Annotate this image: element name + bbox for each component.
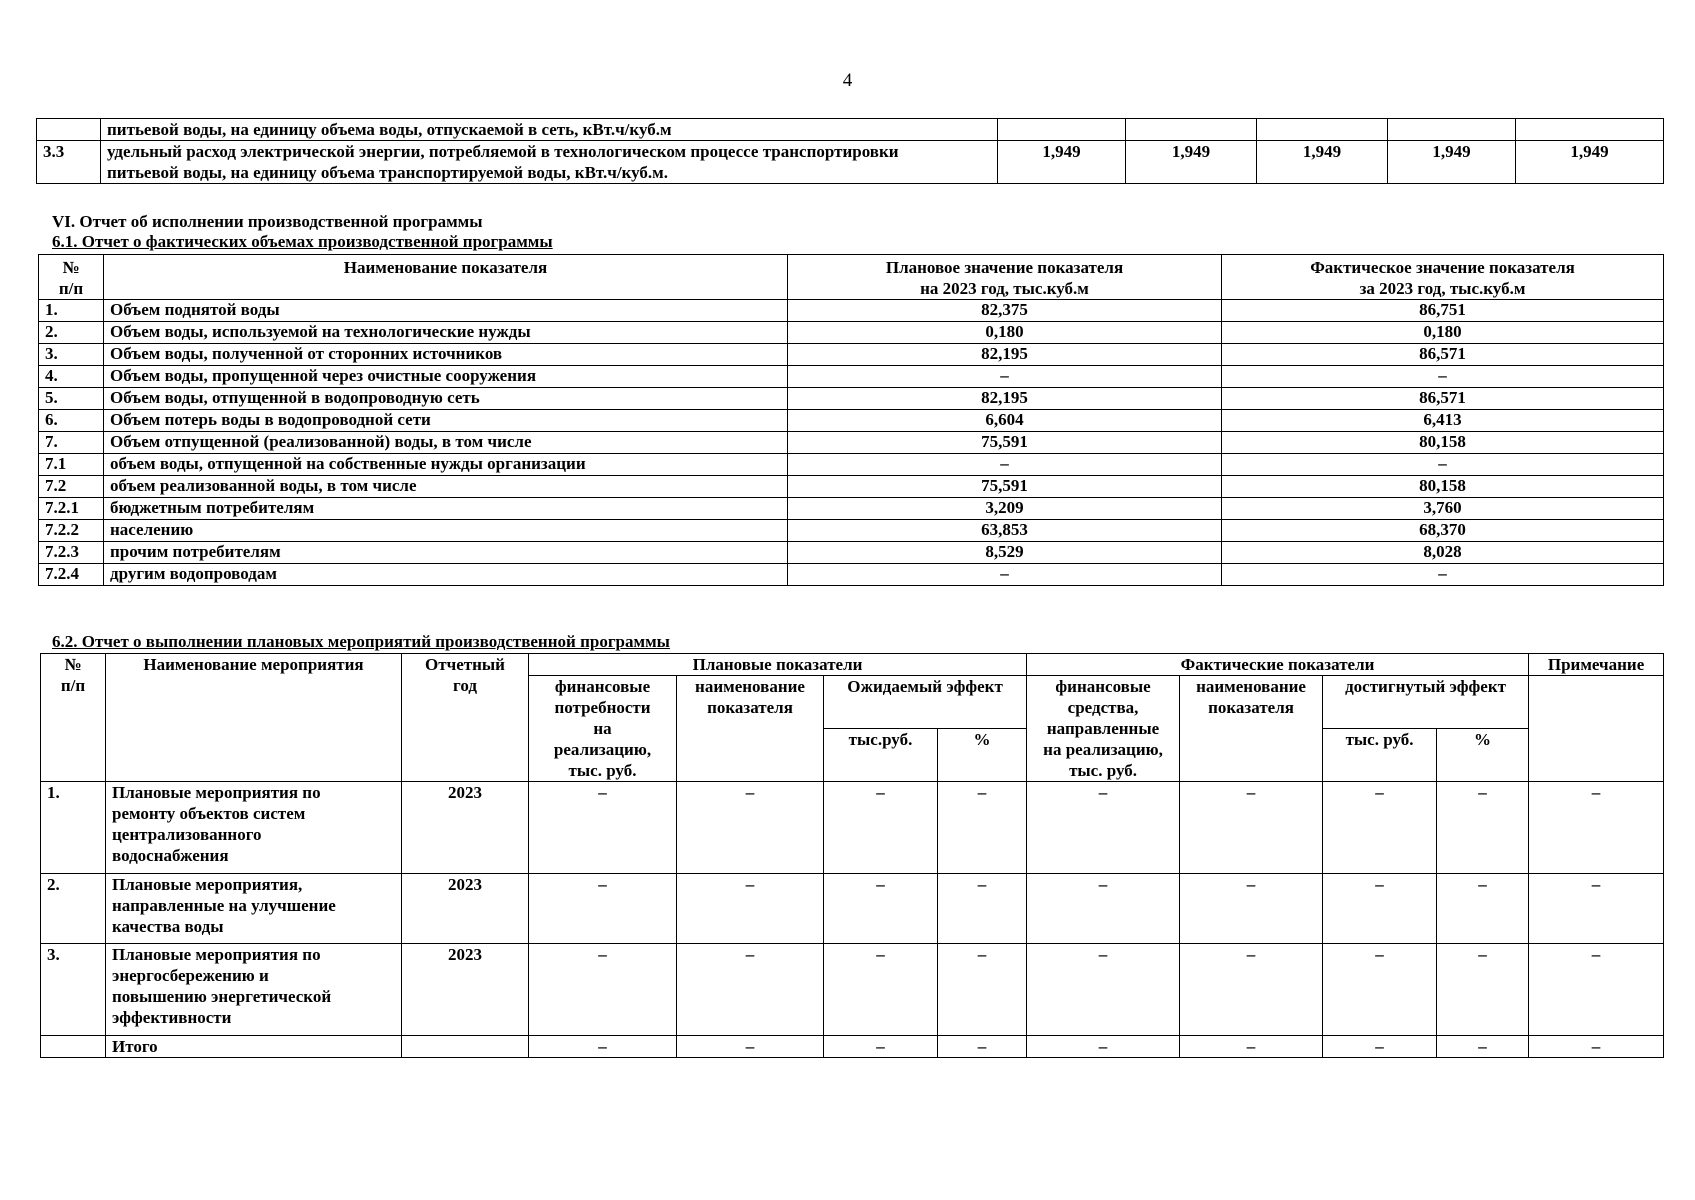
table-row — [41, 874, 1664, 944]
column-header-plan-name: наименование показателя — [677, 676, 824, 782]
value-cell: – — [1437, 944, 1529, 1036]
column-header-fact-rub: тыс. руб. — [1323, 729, 1437, 782]
fact-value: 8,028 — [1222, 542, 1664, 564]
indicator-name: Объем воды, отпущенной в водопроводную сеть — [104, 388, 788, 410]
column-header-num: № п/п — [41, 654, 106, 782]
fact-value: 6,413 — [1222, 410, 1664, 432]
column-header-name: Наименование показателя — [104, 255, 788, 300]
table-row — [41, 944, 1664, 1036]
column-header-fact-effect: достигнутый эффект — [1323, 676, 1529, 729]
table-row — [39, 300, 1664, 322]
value-cell: – — [1027, 874, 1180, 944]
table-row — [41, 782, 1664, 874]
value-cell: – — [1529, 874, 1664, 944]
row-number — [41, 1036, 106, 1058]
plan-value: 6,604 — [788, 410, 1222, 432]
value-cell: 1,949 — [1388, 141, 1516, 184]
fact-value: 3,760 — [1222, 498, 1664, 520]
value-cell: – — [1323, 782, 1437, 874]
events-table — [40, 653, 1664, 1058]
value-cell: – — [1027, 782, 1180, 874]
value-cell: – — [1437, 1036, 1529, 1058]
plan-value: 3,209 — [788, 498, 1222, 520]
report-year — [402, 1036, 529, 1058]
value-cell: – — [1529, 782, 1664, 874]
column-header-event: Наименование мероприятия — [106, 654, 402, 782]
fact-value: 0,180 — [1222, 322, 1664, 344]
plan-value: 75,591 — [788, 476, 1222, 498]
plan-value: 63,853 — [788, 520, 1222, 542]
plan-value: 82,375 — [788, 300, 1222, 322]
indicator-name: объем воды, отпущенной на собственные нужды организации — [104, 454, 788, 476]
indicator-name: удельный расход электрической энергии, потребляемой в технологическом процессе транспортировки питьевой воды, на единицу объема транспортируемой воды, кВт.ч/куб.м. — [101, 141, 998, 184]
value-cell: – — [824, 874, 938, 944]
subsection-title-61: 6.1. Отчет о фактических объемах производственной программы — [52, 232, 553, 251]
row-number: 7.2 — [39, 476, 104, 498]
fact-value: 86,571 — [1222, 344, 1664, 366]
column-header-plan-fin: финансовые потребности на реализацию, тыс. руб. — [529, 676, 677, 782]
value-cell: – — [1323, 1036, 1437, 1058]
plan-value: – — [788, 454, 1222, 476]
column-header-plan: Плановое значение показателя на 2023 год, тыс.куб.м — [788, 255, 1222, 300]
value-cell: 1,949 — [1257, 141, 1388, 184]
value-cell: – — [1323, 944, 1437, 1036]
column-header-fact-fin: финансовые средства, направленные на реализацию, тыс. руб. — [1027, 676, 1180, 782]
column-group-fact: Фактические показатели — [1027, 654, 1529, 676]
column-group-plan: Плановые показатели — [529, 654, 1027, 676]
fact-value: 80,158 — [1222, 476, 1664, 498]
fact-value: 86,571 — [1222, 388, 1664, 410]
value-cell: – — [1180, 782, 1323, 874]
page-number: 4 — [842, 70, 853, 91]
fact-value: – — [1222, 366, 1664, 388]
table-header-row — [39, 255, 1664, 300]
fact-value: – — [1222, 564, 1664, 586]
row-number: 3. — [39, 344, 104, 366]
column-header-year: Отчетный год — [402, 654, 529, 782]
subsection-title-62: 6.2. Отчет о выполнении плановых мероприятий производственной программы — [52, 632, 670, 651]
value-cell: – — [938, 944, 1027, 1036]
fact-value: 80,158 — [1222, 432, 1664, 454]
column-header-note-empty — [1529, 676, 1664, 782]
plan-value: 82,195 — [788, 388, 1222, 410]
column-header-plan-effect: Ожидаемый эффект — [824, 676, 1027, 729]
table-row — [39, 366, 1664, 388]
table-row — [39, 344, 1664, 366]
column-header-plan-rub: тыс.руб. — [824, 729, 938, 782]
indicator-name: питьевой воды, на единицу объема воды, отпускаемой в сеть, кВт.ч/куб.м — [101, 119, 998, 141]
indicator-name: Объем воды, пропущенной через очистные сооружения — [104, 366, 788, 388]
fact-value: – — [1222, 454, 1664, 476]
row-number: 7.2.2 — [39, 520, 104, 542]
plan-value: – — [788, 564, 1222, 586]
table-row — [39, 322, 1664, 344]
column-header-fact-pct: % — [1437, 729, 1529, 782]
value-cell: – — [1180, 1036, 1323, 1058]
table-row — [39, 564, 1664, 586]
value-cell: 1,949 — [998, 141, 1126, 184]
row-number — [37, 119, 101, 141]
event-name: Плановые мероприятия по энергосбережению и повышению энергетической эффективности — [106, 944, 402, 1036]
plan-value: 0,180 — [788, 322, 1222, 344]
value-cell: – — [1437, 874, 1529, 944]
table-row — [39, 388, 1664, 410]
column-header-note: Примечание — [1529, 654, 1664, 676]
table-row — [39, 542, 1664, 564]
column-header-num: № п/п — [39, 255, 104, 300]
indicator-name: Объем воды, используемой на технологические нужды — [104, 322, 788, 344]
value-cell: – — [1180, 944, 1323, 1036]
row-number: 4. — [39, 366, 104, 388]
row-number: 3. — [41, 944, 106, 1036]
report-year: 2023 — [402, 874, 529, 944]
row-number: 7.2.1 — [39, 498, 104, 520]
report-year: 2023 — [402, 944, 529, 1036]
value-cell: 1,949 — [1126, 141, 1257, 184]
indicator-name: другим водопроводам — [104, 564, 788, 586]
continuation-table — [36, 118, 1664, 184]
value-cell: – — [529, 782, 677, 874]
indicator-name: прочим потребителям — [104, 542, 788, 564]
value-cell: – — [677, 1036, 824, 1058]
row-number: 3.3 — [37, 141, 101, 184]
indicator-name: Объем поднятой воды — [104, 300, 788, 322]
plan-value: 8,529 — [788, 542, 1222, 564]
event-name: Плановые мероприятия по ремонту объектов систем централизованного водоснабжения — [106, 782, 402, 874]
indicator-name: объем реализованной воды, в том числе — [104, 476, 788, 498]
value-cell: – — [1180, 874, 1323, 944]
value-cell: – — [529, 1036, 677, 1058]
column-header-fact-name: наименование показателя — [1180, 676, 1323, 782]
value-cell: – — [938, 1036, 1027, 1058]
value-cell: – — [824, 1036, 938, 1058]
value-cell: – — [938, 782, 1027, 874]
fact-value: 86,751 — [1222, 300, 1664, 322]
table-row — [37, 119, 1664, 141]
table-row — [39, 432, 1664, 454]
row-number: 7. — [39, 432, 104, 454]
report-year: 2023 — [402, 782, 529, 874]
value-cell: – — [677, 874, 824, 944]
value-cell: – — [1027, 1036, 1180, 1058]
value-cell: – — [824, 782, 938, 874]
plan-value: – — [788, 366, 1222, 388]
indicator-name: бюджетным потребителям — [104, 498, 788, 520]
row-number: 1. — [41, 782, 106, 874]
plan-value: 75,591 — [788, 432, 1222, 454]
indicator-name: Объем потерь воды в водопроводной сети — [104, 410, 788, 432]
value-cell: 1,949 — [1516, 141, 1664, 184]
column-header-fact: Фактическое значение показателя за 2023 год, тыс.куб.м — [1222, 255, 1664, 300]
indicator-name: Объем воды, полученной от сторонних источников — [104, 344, 788, 366]
indicator-name: населению — [104, 520, 788, 542]
row-number: 6. — [39, 410, 104, 432]
row-number: 2. — [39, 322, 104, 344]
total-label: Итого — [106, 1036, 402, 1058]
value-cell: – — [1027, 944, 1180, 1036]
fact-value: 68,370 — [1222, 520, 1664, 542]
table-row — [39, 476, 1664, 498]
value-cell: – — [1437, 782, 1529, 874]
table-row — [37, 141, 1664, 184]
event-name: Плановые мероприятия, направленные на улучшение качества воды — [106, 874, 402, 944]
row-number: 7.2.3 — [39, 542, 104, 564]
value-cell: – — [824, 944, 938, 1036]
row-number: 7.1 — [39, 454, 104, 476]
value-cell: – — [529, 874, 677, 944]
volumes-table — [38, 254, 1664, 586]
table-row — [39, 454, 1664, 476]
row-number: 7.2.4 — [39, 564, 104, 586]
row-number: 5. — [39, 388, 104, 410]
value-cell: – — [1323, 874, 1437, 944]
value-cell: – — [677, 944, 824, 1036]
row-number: 1. — [39, 300, 104, 322]
table-header-row — [41, 654, 1664, 676]
value-cell: – — [938, 874, 1027, 944]
table-row — [39, 498, 1664, 520]
row-number: 2. — [41, 874, 106, 944]
value-cell: – — [529, 944, 677, 1036]
section-title: VI. Отчет об исполнении производственной программы — [52, 212, 483, 231]
table-row — [39, 410, 1664, 432]
indicator-name: Объем отпущенной (реализованной) воды, в том числе — [104, 432, 788, 454]
value-cell: – — [677, 782, 824, 874]
column-header-plan-pct: % — [938, 729, 1027, 782]
value-cell: – — [1529, 1036, 1664, 1058]
total-row — [41, 1036, 1664, 1058]
table-row — [39, 520, 1664, 542]
value-cell: – — [1529, 944, 1664, 1036]
plan-value: 82,195 — [788, 344, 1222, 366]
